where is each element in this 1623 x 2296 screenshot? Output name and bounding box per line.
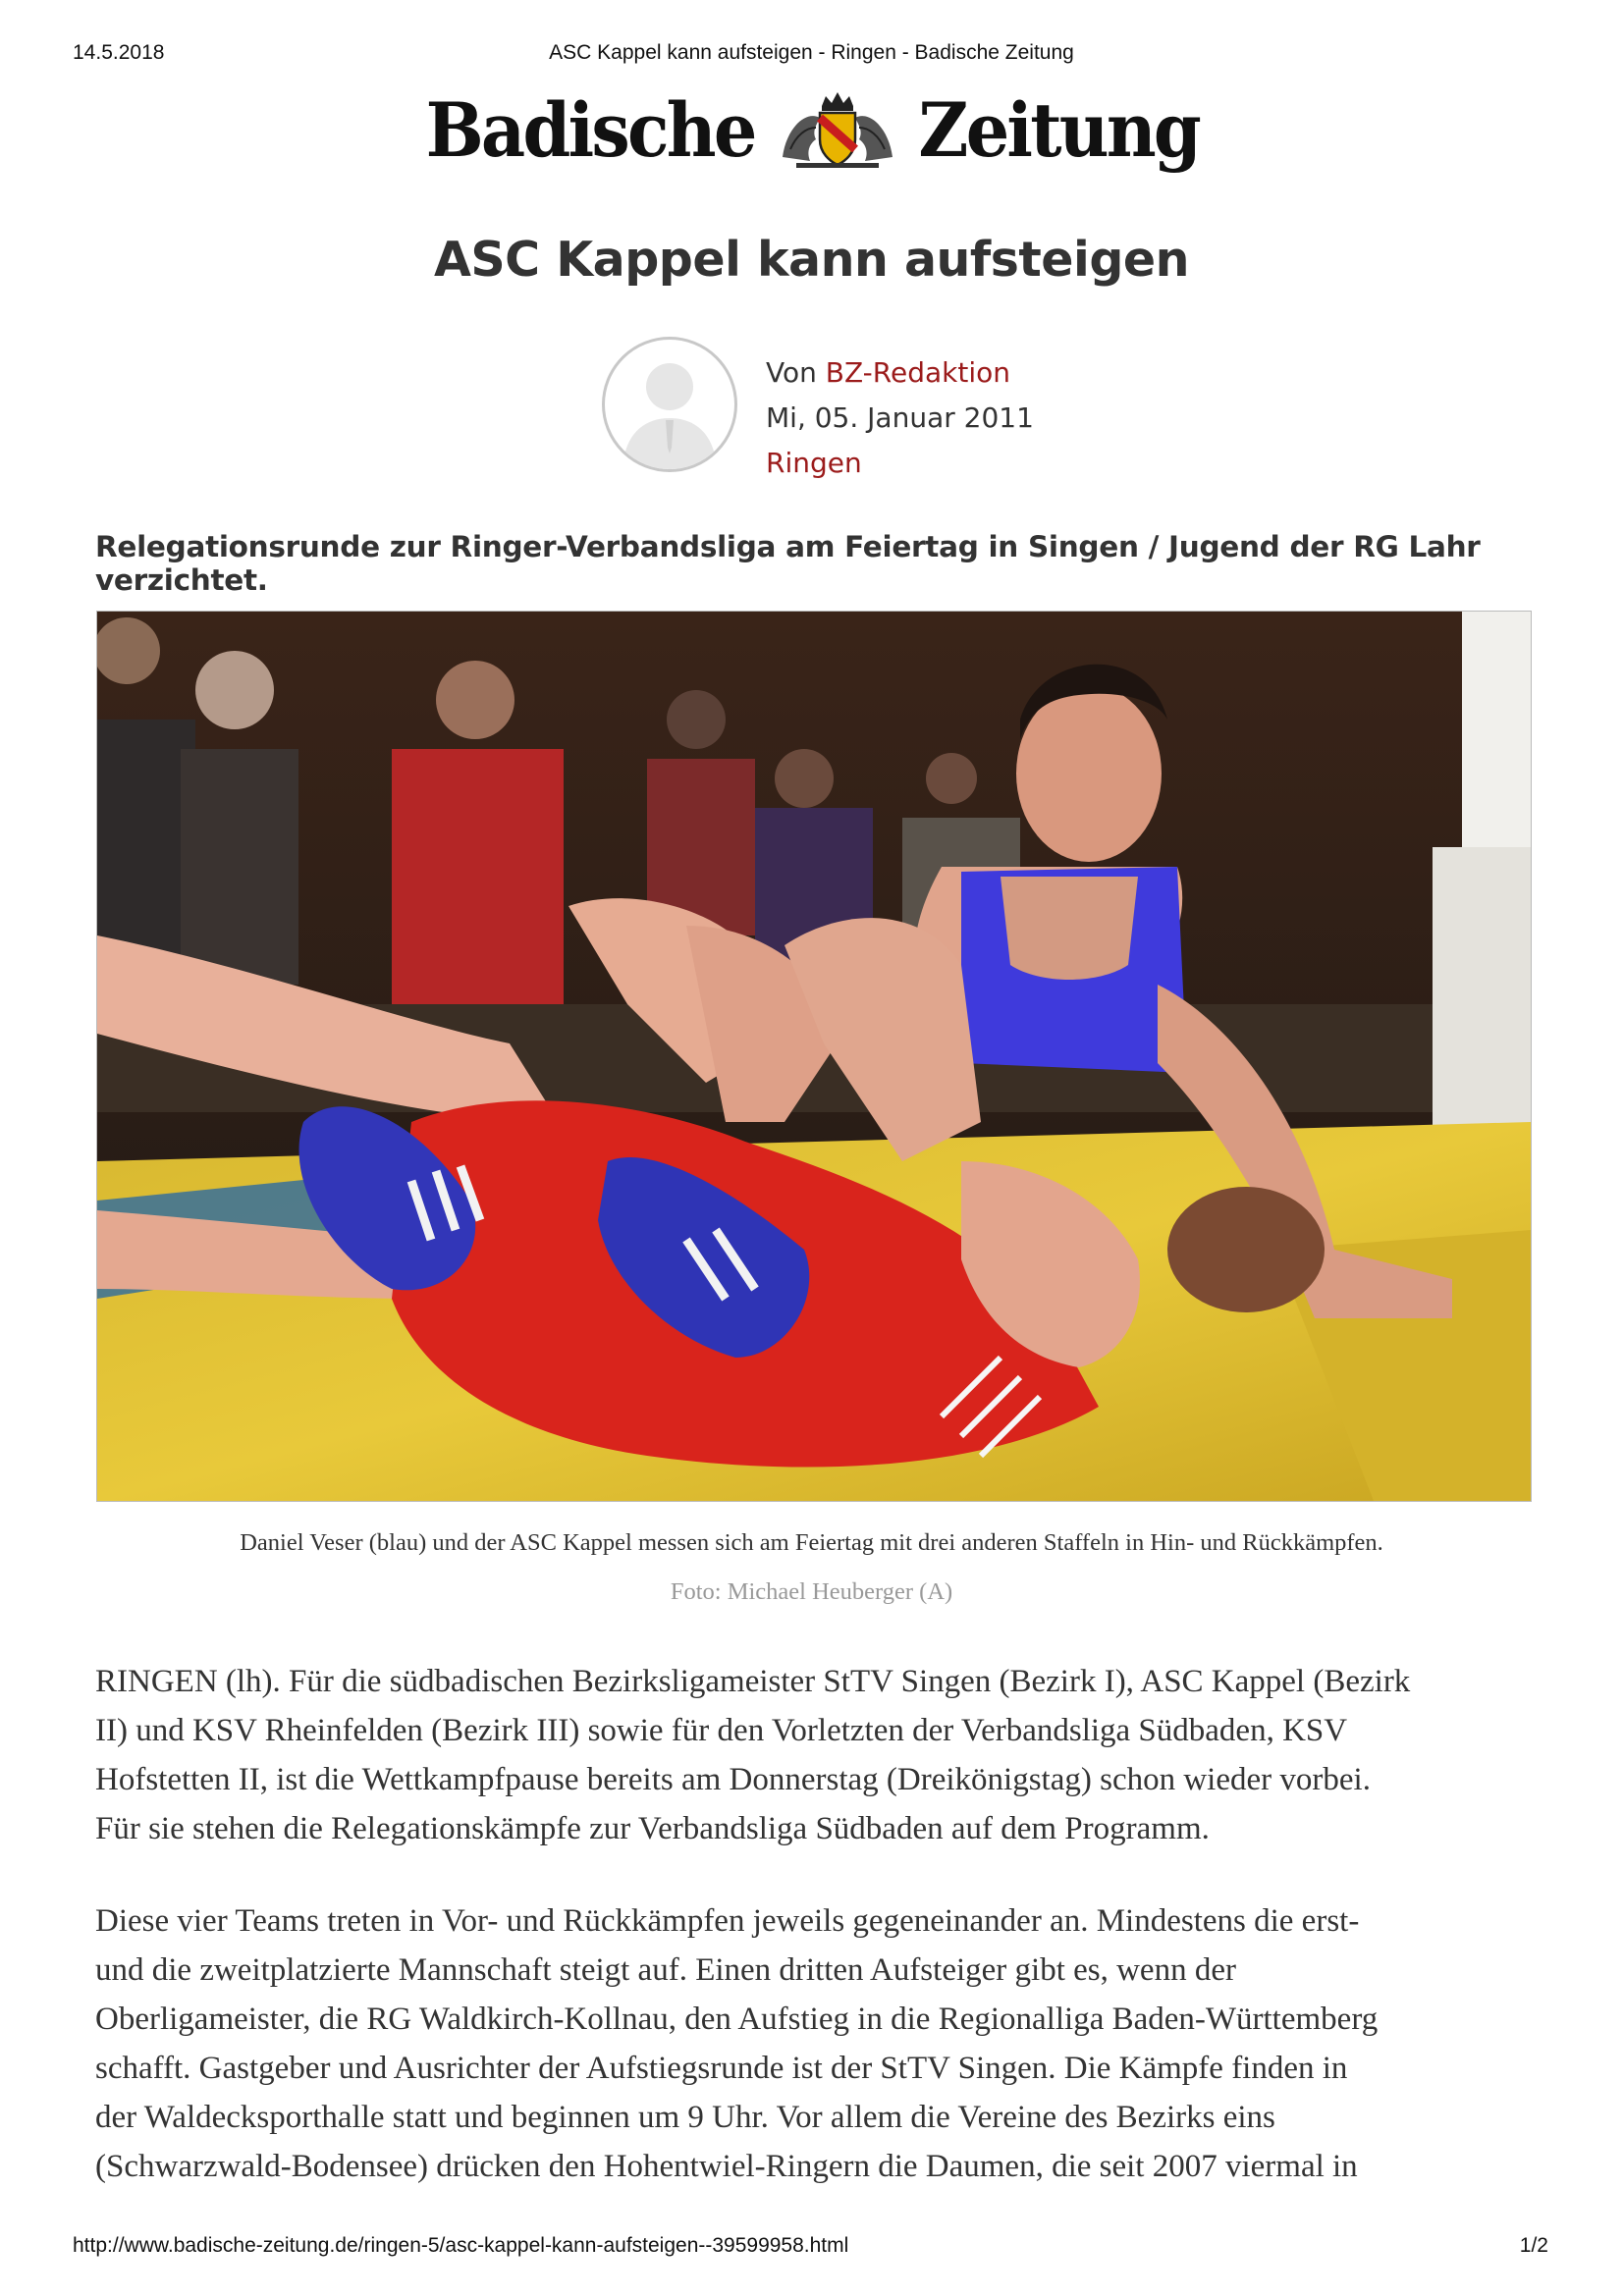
paragraph-line: RINGEN (lh). Für die südbadischen Bezirksligameister StTV Singen (Bezirk I), ASC Kappel (Bezirk: [95, 1664, 1411, 1699]
masthead-word-left: Badische: [425, 85, 755, 174]
masthead-logo[interactable]: [0, 80, 1623, 179]
article-photo[interactable]: [96, 611, 1532, 1502]
paragraph-line: II) und KSV Rheinfelden (Bezirk III) sowie für den Vorletzten der Verbandsliga Südbaden, KSV: [95, 1713, 1348, 1748]
photo-credit: Foto: Michael Heuberger (A): [670, 1578, 953, 1605]
category-link[interactable]: Ringen: [766, 447, 862, 479]
byline-author-line: [766, 356, 1010, 389]
print-page-title: ASC Kappel kann aufsteigen - Ringen - Badische Zeitung: [549, 41, 1074, 64]
paragraph-line: und die zweitplatzierte Mannschaft steigt auf. Einen dritten Aufsteiger gibt es, wenn der: [95, 1952, 1236, 1988]
paragraph-line: der Waldecksporthalle statt und beginnen um 9 Uhr. Vor allem die Vereine des Bezirks eins: [95, 2100, 1275, 2135]
photo-caption: Daniel Veser (blau) und der ASC Kappel messen sich am Feiertag mit drei anderen Staffeln in Hin- und Rückkämpfen.: [240, 1529, 1383, 1556]
paragraph-line: schafft. Gastgeber und Ausrichter der Aufstiegsrunde ist der StTV Singen. Die Kämpfe finden in: [95, 2051, 1348, 2086]
print-date: 14.5.2018: [73, 41, 165, 64]
author-link[interactable]: BZ-Redaktion: [825, 356, 1010, 389]
print-page-number: 1/2: [1519, 2234, 1548, 2257]
publish-date: Mi, 05. Januar 2011: [766, 401, 1034, 434]
article-headline: ASC Kappel kann aufsteigen: [433, 232, 1190, 288]
paragraph-line: Diese vier Teams treten in Vor- und Rückkämpfen jeweils gegeneinander an. Mindestens die erst-: [95, 1903, 1360, 1939]
article-lead: Relegationsrunde zur Ringer-Verbandsliga am Feiertag in Singen / Jugend der RG Lahr verzichtet.: [95, 530, 1481, 597]
author-avatar[interactable]: [602, 337, 737, 472]
coat-of-arms-crest-icon: [777, 88, 898, 171]
article-paragraph-1: [95, 1657, 1548, 1853]
paragraph-line: Für sie stehen die Relegationskämpfe zur Verbandsliga Südbaden auf dem Programm.: [95, 1811, 1210, 1846]
masthead-word-right: Zeitung: [918, 85, 1200, 174]
paragraph-line: Oberligameister, die RG Waldkirch-Kollnau, den Aufstieg in die Regionalliga Baden-Württemberg: [95, 2002, 1379, 2037]
wrestling-photo-illustration: [97, 612, 1531, 1501]
paragraph-line: Hofstetten II, ist die Wettkampfpause bereits am Donnerstag (Dreikönigstag) schon wieder vorbei.: [95, 1762, 1371, 1797]
print-url: http://www.badische-zeitung.de/ringen-5/asc-kappel-kann-aufsteigen--39599958.html: [73, 2234, 849, 2257]
byline-prefix: Von: [766, 356, 826, 389]
article-paragraph-2: [95, 1896, 1548, 2191]
person-placeholder-icon: [605, 340, 734, 469]
paragraph-line: (Schwarzwald-Bodensee) drücken den Hohentwiel-Ringern die Daumen, die seit 2007 viermal in: [95, 2149, 1358, 2184]
